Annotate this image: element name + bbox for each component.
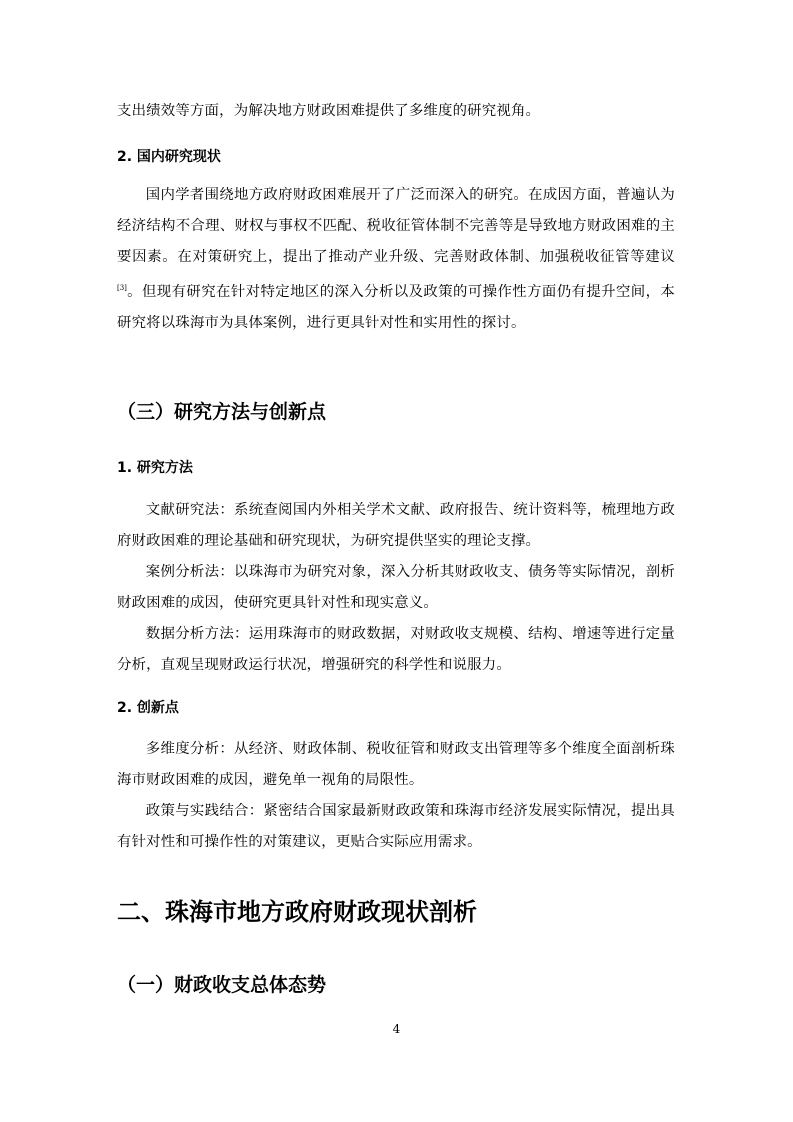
innovation-policy-practice-paragraph: 政策与实践结合：紧密结合国家最新财政政策和珠海市经济发展实际情况，提出具有针对性和可操作性的对策建议，更贴合实际应用需求。	[117, 803, 675, 850]
domestic-text-after-citation: 。但现有研究在针对特定地区的深入分析以及政策的可操作性方面仍有提升空间，本研究将以珠海市为具体案例，进行更具针对性和实用性的探讨。	[117, 284, 675, 331]
research-methods-heading: 1. 研究方法	[117, 460, 193, 476]
domestic-text-before-citation: 国内学者围绕地方政府财政困难展开了广泛而深入的研究。在成因方面，普遍认为经济结构不合理、财权与事权不匹配、税收征管体制不完善等是导致地方财政困难的主要因素。在对策研究上，提出了推动产业升级、完善财政体制、加强税收征管等建议	[117, 187, 675, 265]
intro-tail-paragraph: 支出绩效等方面，为解决地方财政困难提供了多维度的研究视角。	[117, 103, 541, 119]
domestic-research-heading: 2. 国内研究现状	[117, 149, 221, 165]
chapter2-sub1-heading: （一）财政收支总体态势	[117, 974, 327, 996]
chapter2-heading: 二、珠海市地方政府财政现状剖析	[117, 898, 477, 926]
innovations-heading: 2. 创新点	[117, 700, 179, 716]
citation-marker: [3]	[117, 284, 127, 292]
innovation-multidimensional-paragraph: 多维度分析：从经济、财政体制、税收征管和财政支出管理等多个维度全面剖析珠海市财政困难的成因，避免单一视角的局限性。	[117, 741, 675, 788]
method-data-paragraph: 数据分析方法：运用珠海市的财政数据，对财政收支规模、结构、增速等进行定量分析，直观呈现财政运行状况，增强研究的科学性和说服力。	[117, 626, 675, 673]
method-case-paragraph: 案例分析法：以珠海市为研究对象，深入分析其财政收支、债务等实际情况，剖析财政困难的成因，使研究更具针对性和现实意义。	[117, 564, 675, 611]
method-literature-paragraph: 文献研究法：系统查阅国内外相关学术文献、政府报告、统计资料等，梳理地方政府财政困难的理论基础和研究现状，为研究提供坚实的理论支撑。	[117, 502, 675, 549]
page-number: 4	[392, 1022, 401, 1036]
section3-heading: （三）研究方法与创新点	[117, 401, 327, 423]
domestic-research-paragraph	[117, 180, 675, 339]
